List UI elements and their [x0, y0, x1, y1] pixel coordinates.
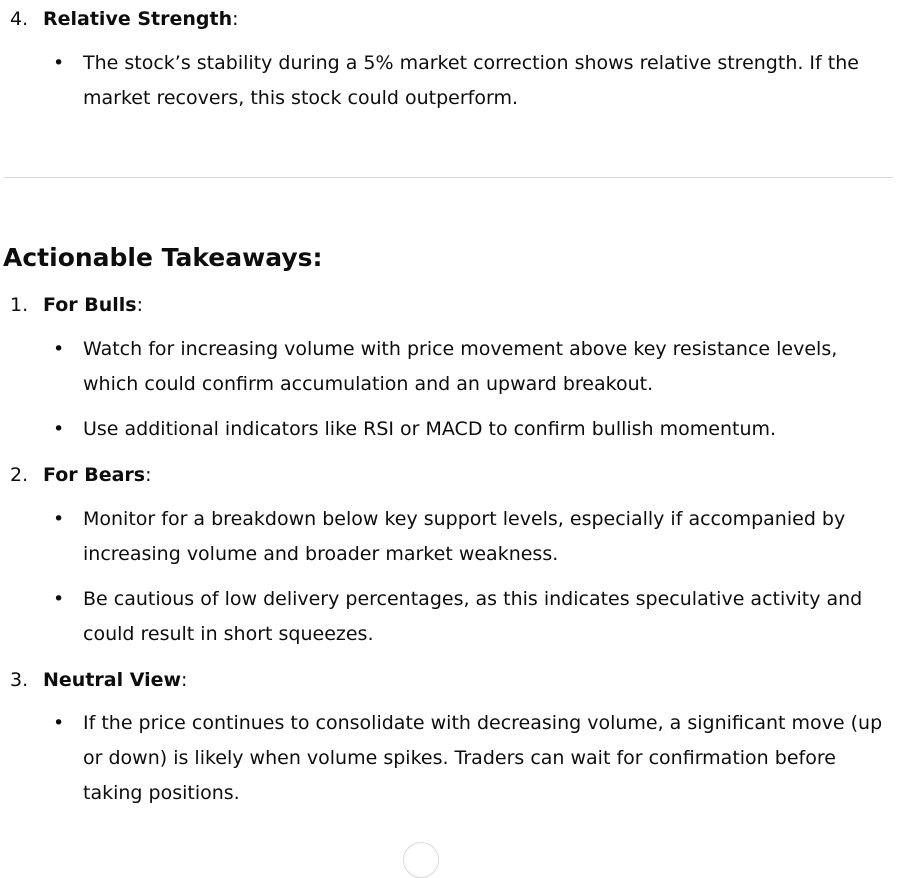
bullet-text: Watch for increasing volume with price movement above key resistance levels, which could confirm accumulation and an upward breakout.	[83, 338, 838, 395]
title-suffix: :	[136, 294, 143, 316]
list-item-title-bold: For Bears	[43, 464, 146, 486]
list-item-title	[43, 668, 187, 692]
horizontal-divider	[4, 177, 893, 178]
bullet-text: Monitor for a breakdown below key support levels, especially if accompanied by increasing volume and broader market weakness.	[83, 508, 846, 565]
scroll-to-bottom-button[interactable]	[403, 842, 439, 878]
bullet-text: The stock’s stability during a 5% market correction shows relative strength. If the market recovers, this stock could outperform.	[83, 52, 859, 109]
title-suffix: :	[232, 8, 239, 30]
bullet-dot: •	[53, 712, 65, 734]
bullet-dot: •	[53, 508, 65, 530]
list-item-title	[43, 463, 152, 487]
title-suffix: :	[181, 669, 188, 691]
section-heading: Actionable Takeaways:	[3, 243, 323, 272]
bullet-text: Use additional indicators like RSI or MACD to confirm bullish momentum.	[83, 418, 777, 440]
list-number: 1.	[10, 294, 29, 316]
bullet-dot: •	[53, 338, 65, 360]
bullet-dot: •	[53, 52, 65, 74]
title-suffix: :	[145, 464, 152, 486]
list-number: 3.	[10, 669, 29, 691]
bullet-text: Be cautious of low delivery percentages, as this indicates speculative activity and could result in short squeezes.	[83, 588, 863, 645]
bullet-text: If the price continues to consolidate with decreasing volume, a significant move (up or down) is likely when volume spikes. Traders can wait for confirmation before taking positions.	[83, 712, 883, 804]
list-item-title-bold: For Bulls	[43, 294, 137, 316]
list-number: 2.	[10, 464, 29, 486]
bullet-dot: •	[53, 418, 65, 440]
list-item-title-bold: Relative Strength	[43, 8, 233, 30]
list-item-title	[43, 293, 143, 317]
list-item-title-bold: Neutral View	[43, 669, 182, 691]
list-item-title	[43, 7, 239, 31]
list-number: 4.	[10, 8, 29, 30]
bullet-dot: •	[53, 588, 65, 610]
